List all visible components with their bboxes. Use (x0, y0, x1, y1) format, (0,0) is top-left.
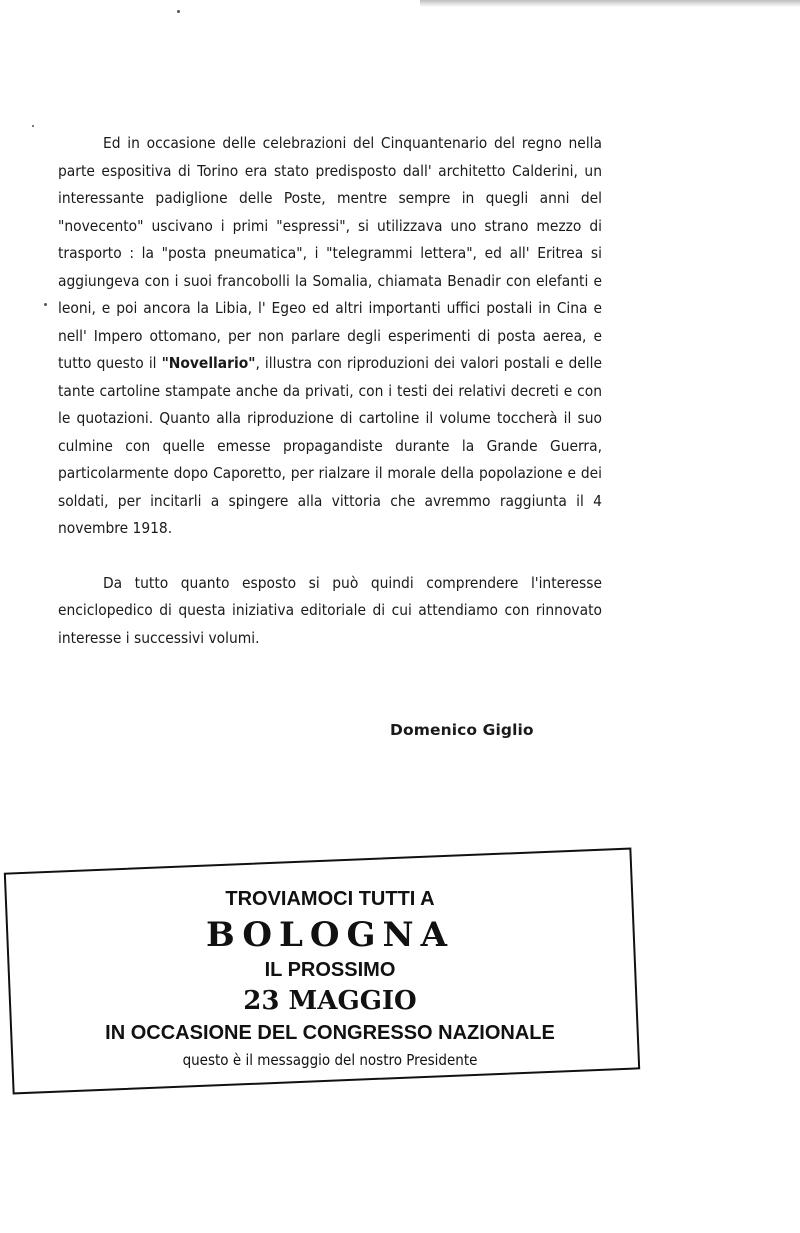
author-signature: Domenico Giglio (390, 721, 534, 739)
article-body (58, 130, 602, 652)
notice-line-next: IL PROSSIMO (264, 959, 396, 981)
notice-city: BOLOGNA (205, 915, 454, 955)
paragraph-1-text-end: , illustra con riproduzioni dei valori postali e delle tante cartoline stampate anche da privati, con i testi dei relativi decreti e con le quotazioni. Quanto alla riproduzione di cartoline il volume toccherà il suo culmine con quelle emesse propagandiste durante la Grande Guerra, particolarmente dopo Caporetto, per rialzare il morale della popolazione e dei soldati, per incitarli a spingere alla vittoria che avremmo raggiunta il 4 novembre 1918. (58, 354, 602, 537)
scan-speck (32, 125, 34, 127)
paragraph-1-text-start: Ed in occasione delle celebrazioni del Cinquantenario del regno nella parte espositiva di Torino era stato predisposto dall' architetto Calderini, un interessante padiglione delle Poste, mentre sempre in quegli anni del "novecento" uscivano i primi "espressi", si utilizzava uno strano mezzo di trasporto : la "posta pneumatica", i "telegrammi lettera", ed all' Eritrea si aggiungeva con i suoi francobolli la Somalia, chiamata Benadir con elefanti e leoni, e poi ancora la Libia, l' Egeo ed altri importanti uffici postali in Cina e nell' Impero ottomano, per non parlare degli esperimenti di posta aerea, e tutto questo il (58, 134, 602, 372)
notice-line-meet: TROVIAMOCI TUTTI A (225, 888, 435, 910)
article-paragraph-2: Da tutto quanto esposto si può quindi comprendere l'interesse enciclopedico di questa iniziativa editoriale di cui attendiamo con rinnovato interesse i successivi volumi. (58, 573, 602, 647)
scan-speck (44, 303, 47, 306)
congress-notice (20, 880, 640, 1069)
scan-speck (177, 10, 180, 13)
novellario-title: "Novellario" (161, 354, 256, 372)
article-paragraph-1 (58, 130, 602, 543)
notice-president-message: questo è il messaggio del nostro Presidente (182, 1051, 478, 1069)
notice-congress: IN OCCASIONE DEL CONGRESSO NAZIONALE (105, 1022, 555, 1044)
notice-date: 23 MAGGIO (243, 986, 417, 1016)
scan-edge-shadow (420, 0, 800, 7)
